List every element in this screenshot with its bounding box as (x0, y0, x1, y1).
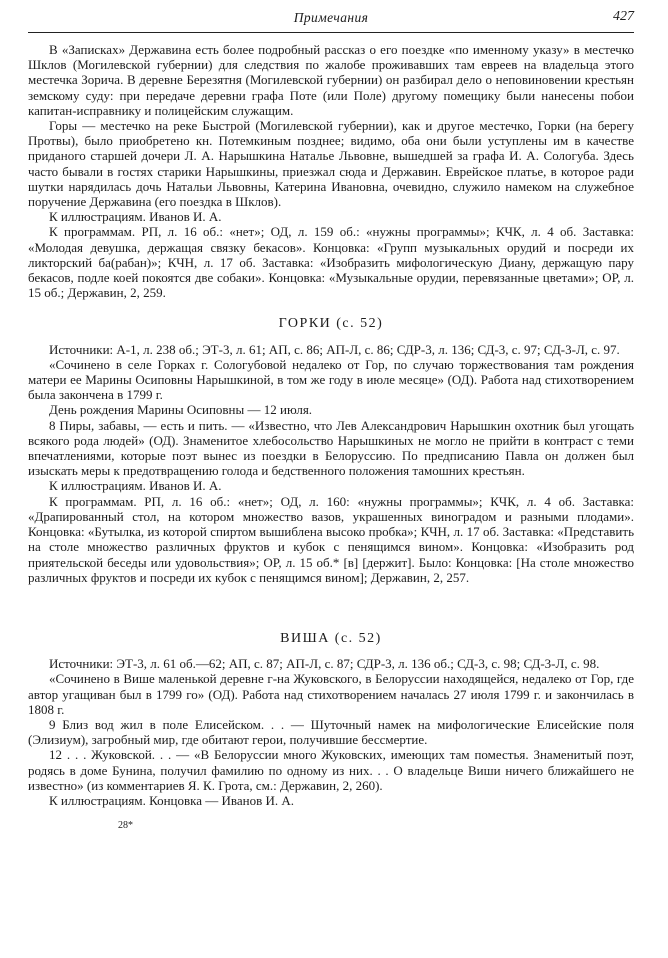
paragraph: 12 . . . Жуковской. . . — «В Белоруссии много Жуковских, имеющих там поместья. Знаменитый поэт, родясь в доме Бунина, получил фамилию по одному из них. . . О владельце Виши ничего ближайшего не известно» (из комментариев Я. К. Грота, см.: Державин, 2, 260). (28, 747, 634, 793)
paragraph: Источники: ЭТ-3, л. 61 об.—62; АП, с. 87; АП-Л, с. 87; СДР-3, л. 136 об.; СД-3, с. 98; СД-3-Л, с. 98. (49, 656, 600, 672)
paragraph: «Сочинено в селе Горках г. Сологубовой недалеко от Гор, по случаю торжествования там рождения матери ее Марины Осиповны Нарышкиной, в том же году в июле месяце» (ОД). Работа над стихотворением была закончена в 1799 г. (28, 356, 634, 403)
paragraph: В «Записках» Державина есть более подробный рассказ о его поездке «по именному указу» в местечко Шклов (Могилевской губернии) для следствия по жалобе проживавших там евреев на владельца этого местечка Зорича. В деревне Березятня (Могилевской губернии) он разбирал дело о неповиновении крестьян земскому суду: при передаче деревни графа Поте (или Поле) другому помещику были нанесены побои капитан-исправнику и полицейским служащим. (28, 42, 634, 118)
page-number: 427 (613, 9, 634, 24)
paragraph: К программам. РП, л. 16 об.: «нет»; ОД, л. 159 об.: «нужны программы»; КЧК, л. 4 об. Заставка: «Молодая девушка, держащая связку бекасов». Концовка: «Групп музыкальных орудий и посреди их ликторский ба(рабан)»; КЧН, л. 17 об. Заставка: «Изобразить мифологическую Диану, держащую пару бекасов, подле коей покоятся две собаки». Концовка: «Музыкальные орудии, перевязанные цветами»; ОР, л. 15 об.; Державин, 2, 259. (28, 224, 634, 301)
paragraph: Источники: А-1, л. 238 об.; ЭТ-3, л. 61; АП, с. 86; АП-Л, с. 86; СДР-3, л. 136; СД-3, с. 97; СД-3-Л, с. 97. (49, 341, 620, 357)
page-header (28, 8, 634, 33)
page-body (28, 40, 634, 833)
paragraph: К программам. РП, л. 16 об.: «нет»; ОД, л. 160: «нужны программы»; КЧК, л. 4 об. Заставка: «Драпированный стол, на котором множество вазов, украшенных виноградом и разными плодами». Концовка: «Бутылка, из которой спиртом вышиблена высоко пробка»; КЧН, л. 17 об. Заставка: «Представить на столе множество различных фруктов и кубок с пенящимся вином». Концовка: «Изобразить род приятельской беседы или удовольствия»; ОР, л. 15 об.* [в] [держит]. Было: Концовка: [На столе множество различных фруктов и посреди их кубок с пенящимся вином]; Державин, 2, 257. (28, 493, 634, 585)
signature-mark: 28* (118, 820, 133, 832)
paragraph: Горы — местечко на реке Быстрой (Могилевской губернии), как и другое местечко, Горки (на берегу Протвы), было приобретено кн. Потемкиным позднее; видимо, оба они были уступлены им в качестве приданого старшей дочери Л. А. Нарышкина Наталье Львовне, вышедшей за графа И. А. Сологуба. Здесь часто бывали в гостях старики Нарышкины, приезжал сюда и Державин. Еврейское платье, в которое ради шутки нарядилась дочь Натальи Львовны, Катерина Ивановна, очевидно, служило намеком на служебное поручение Державина (его поездка в Шклов). (28, 118, 634, 210)
paragraph: К иллюстрациям. Концовка — Иванов И. А. (49, 792, 295, 808)
section-title-visha: ВИША (с. 52) (280, 630, 382, 646)
running-head: Примечания (293, 10, 369, 25)
paragraph: 8 Пиры, забавы, — есть и пить. — «Известно, что Лев Александрович Нарышкин охотник был угощать всякого рода людей» (ОД). Знаменитое хлебосольство Нарышкиных не могло не прийти в контраст с теми впечатлениями, которые поэт вынес из поездки в Белоруссию. По предписанию Павла он должен был изыскать меры к предотвращению голода и бедственного положения тамошних крестьян. (28, 417, 634, 479)
paragraph: День рождения Марины Осиповны — 12 июля. (49, 402, 313, 418)
paragraph: 9 Близ вод жил в поле Елисейском. . . — Шуточный намек на мифологические Елисейские поля (Элизиум), загробный мир, где обитают герои, получившие бессмертие. (28, 716, 634, 748)
paragraph: «Сочинено в Више маленькой деревне г-на Жуковского, в Белоруссии находящейся, недалеко от Гор, где автор угащиван был в 1799 го» (ОД). Работа над стихотворением началась 27 июля 1799 г. и закончилась в 1808 г. (28, 671, 634, 717)
paragraph: К иллюстрациям. Иванов И. А. (49, 209, 222, 225)
section-title-gorki: ГОРКИ (с. 52) (278, 316, 384, 332)
paragraph: К иллюстрациям. Иванов И. А. (49, 478, 222, 494)
